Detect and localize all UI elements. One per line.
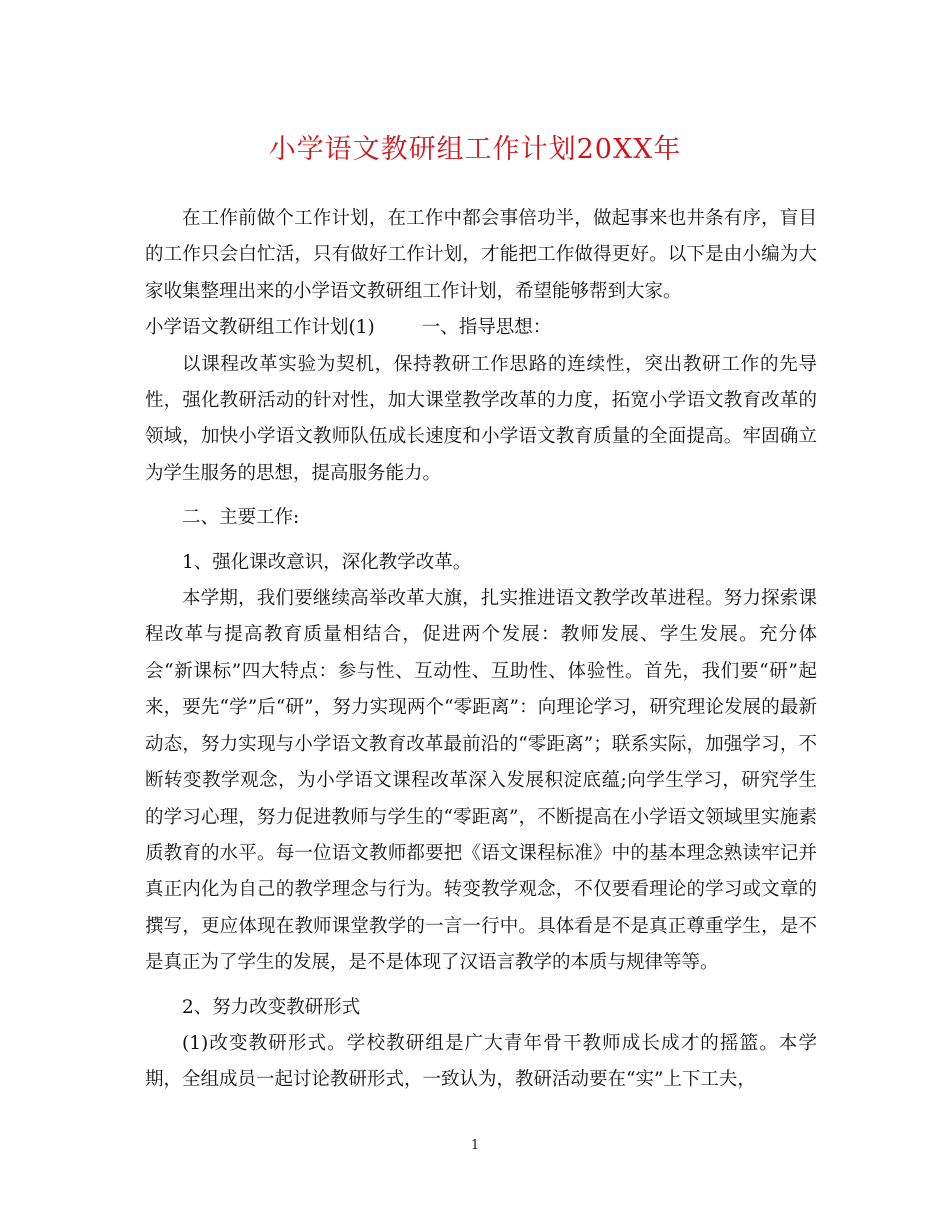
item2-paragraph: (1)改变教研形式。学校教研组是广大青年骨干教师成长成才的摇篮。本学期，全组成员一起讨论教研形式，一致认为，教研活动要在“实”上下工夫， — [145, 1032, 817, 1091]
section-line — [145, 310, 817, 346]
guiding-thought-paragraph: 以课程改革实验为契机，保持教研工作思路的连续性，突出教研工作的先导性，强化教研活动的针对性，加大课堂教学改革的力度，拓宽小学语文教育改革的领域，加快小学语文教师队伍成长速度和小学语文教育质量的全面提高。牢固确立为学生服务的思想，提高服务能力。 — [145, 353, 817, 484]
guiding-thought-heading: 一、指导思想： — [421, 317, 552, 339]
main-work-heading: 二、主要工作: — [182, 507, 300, 529]
item1-paragraph: 本学期，我们要继续高举改革大旗，扎实推进语文教学改革进程。努力探索课程改革与提高教育质量相结合，促进两个发展：教师发展、学生发展。充分体会“新课标”四大特点：参与性、互动性、互助性、体验性。首先，我们要“研”起来，要先“学”后“研”，努力实现两个“零距离”：向理论学习，研究理论发展的最新动态，努力实现与小学语文教育改革最前沿的“零距离”；联系实际，加强学习，不断转变教学观念，为小学语文课程改革深入发展积淀底蕴;向学生学习，研究学生的学习心理，努力促进教师与学生的“零距离”，不断提高在小学语文领域里实施素质教育的水平。每一位语文教师都要把《语文课程标准》中的基本理念熟读牢记并真正内化为自己的教学理念与行为。转变教学观念，不仅要看理论的学习或文章的撰写，更应体现在教师课堂教学的一言一行中。具体看是不是真正尊重学生，是不是真正为了学生的发展，是不是体现了汉语言教学的本质与规律等等。 — [145, 588, 817, 974]
document-title: 小学语文教研组工作计划20XX年 — [268, 134, 682, 165]
intro-paragraph: 在工作前做个工作计划，在工作中都会事倍功半，做起事来也井条有序，盲目的工作只会白忙活，只有做好工作计划，才能把工作做得更好。以下是由小编为大家收集整理出来的小学语文教研组工作计划，希望能够帮到大家。 — [145, 208, 817, 302]
page-number: 1 — [470, 1138, 480, 1153]
item1-heading: 1、强化课改意识，深化教学改革。 — [182, 551, 472, 573]
document-body — [145, 201, 817, 1099]
plan-name: 小学语文教研组工作计划(1) — [145, 317, 375, 339]
item2-heading: 2、努力改变教研形式 — [182, 996, 361, 1018]
